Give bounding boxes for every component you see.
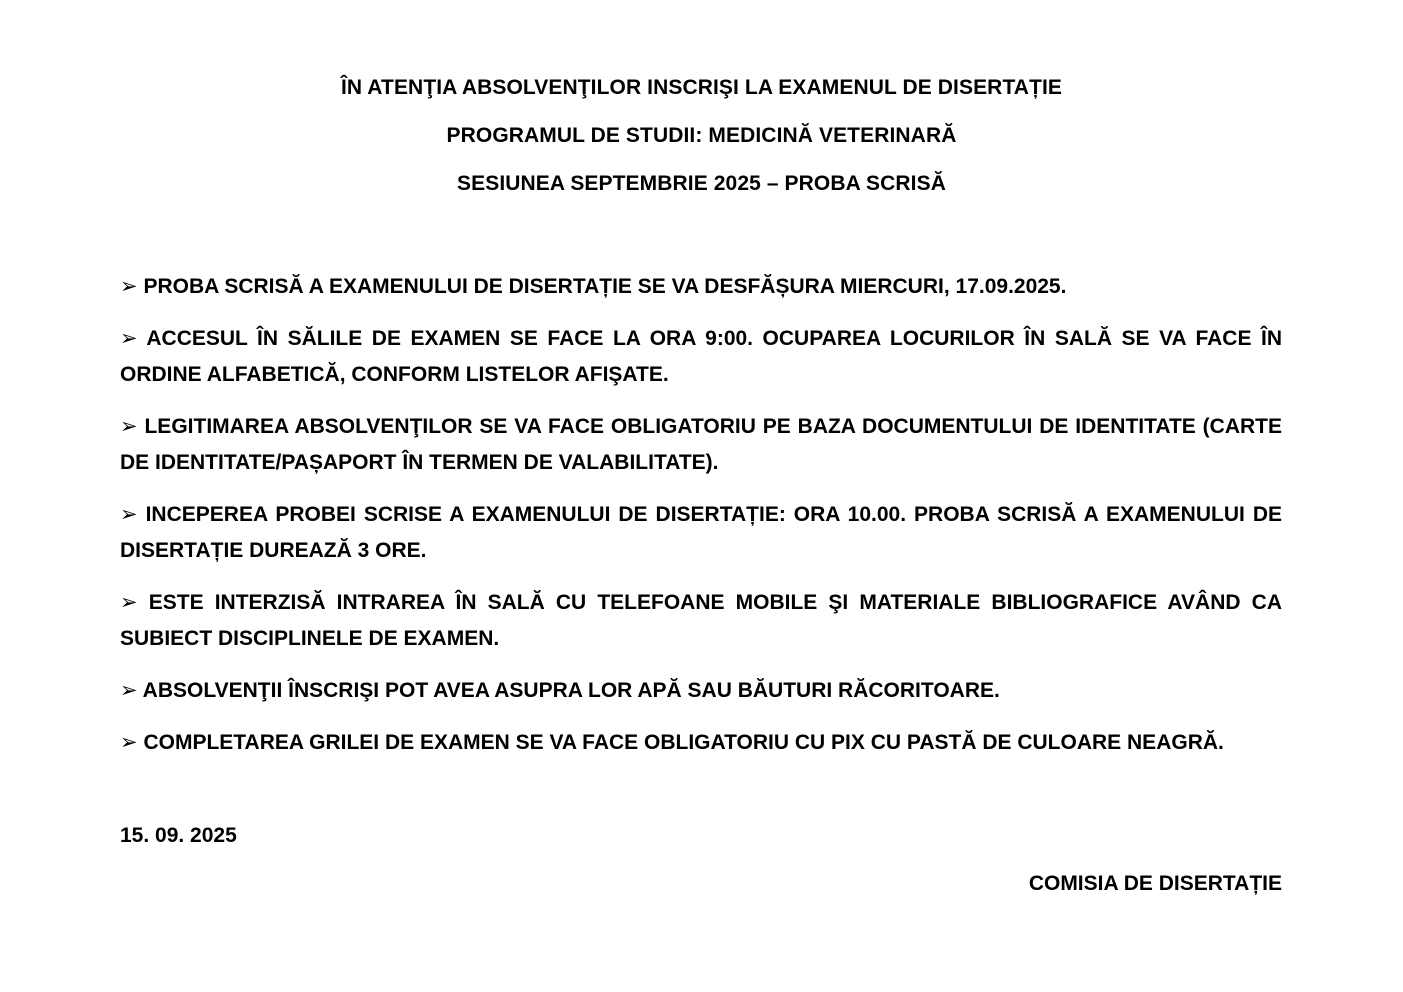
- list-item: [120, 496, 1282, 569]
- list-item: [120, 320, 1282, 393]
- arrow-bullet-icon: ➢: [120, 678, 138, 702]
- arrow-bullet-icon: ➢: [120, 502, 138, 526]
- arrow-bullet-icon: ➢: [120, 326, 138, 350]
- list-item-text: COMPLETAREA GRILEI DE EXAMEN SE VA FACE OBLIGATORIU CU PIX CU PASTĂ DE CULOARE NEAGRĂ.: [143, 731, 1224, 754]
- list-item-text: INCEPEREA PROBEI SCRISE A EXAMENULUI DE DISERTAȚIE: ORA 10.00. PROBA SCRISĂ A EXAMENULUI DE DISERTAȚIE DUREAZĂ 3 ORE.: [120, 503, 1282, 562]
- list-item: [120, 268, 1282, 305]
- list-item-text: ABSOLVENŢII ÎNSCRIŞI POT AVEA ASUPRA LOR APĂ SAU BĂUTURI RĂCORITOARE.: [142, 679, 1000, 702]
- arrow-bullet-icon: ➢: [120, 274, 138, 298]
- header-title: ÎN ATENŢIA ABSOLVENŢILOR INSCRIŞI LA EXAMENUL DE DISERTAȚIE: [340, 76, 1063, 99]
- list-item: [120, 724, 1282, 761]
- signature-committee: COMISIA DE DISERTAȚIE: [1028, 872, 1282, 895]
- document-date: 15. 09. 2025: [120, 824, 237, 847]
- list-item: [120, 408, 1282, 481]
- list-item: [120, 584, 1282, 657]
- list-item-text: PROBA SCRISĂ A EXAMENULUI DE DISERTAȚIE SE VA DESFĂȘURA MIERCURI, 17.09.2025.: [143, 275, 1067, 298]
- arrow-bullet-icon: ➢: [120, 590, 138, 614]
- list-item-text: ACCESUL ÎN SĂLILE DE EXAMEN SE FACE LA ORA 9:00. OCUPAREA LOCURILOR ÎN SALĂ SE VA FACE ÎN ORDINE ALFABETICĂ, CONFORM LISTELOR AFIŞATE.: [120, 327, 1282, 386]
- arrow-bullet-icon: ➢: [120, 730, 138, 754]
- header-session: SESIUNEA SEPTEMBRIE 2025 – PROBA SCRISĂ: [457, 172, 946, 195]
- header-program: PROGRAMUL DE STUDII: MEDICINĂ VETERINARĂ: [446, 124, 957, 147]
- arrow-bullet-icon: ➢: [120, 414, 138, 438]
- announcement-list: [120, 268, 1282, 776]
- list-item-text: ESTE INTERZISĂ INTRAREA ÎN SALĂ CU TELEFOANE MOBILE ŞI MATERIALE BIBLIOGRAFICE AVÂND CA SUBIECT DISCIPLINELE DE EXAMEN.: [120, 591, 1282, 650]
- list-item-text: LEGITIMAREA ABSOLVENŢILOR SE VA FACE OBLIGATORIU PE BAZA DOCUMENTULUI DE IDENTITATE (CARTE DE IDENTITATE/PAȘAPORT ÎN TERMEN DE VALABILITATE).: [120, 415, 1283, 474]
- document-header: [0, 72, 1403, 216]
- list-item: [120, 672, 1282, 709]
